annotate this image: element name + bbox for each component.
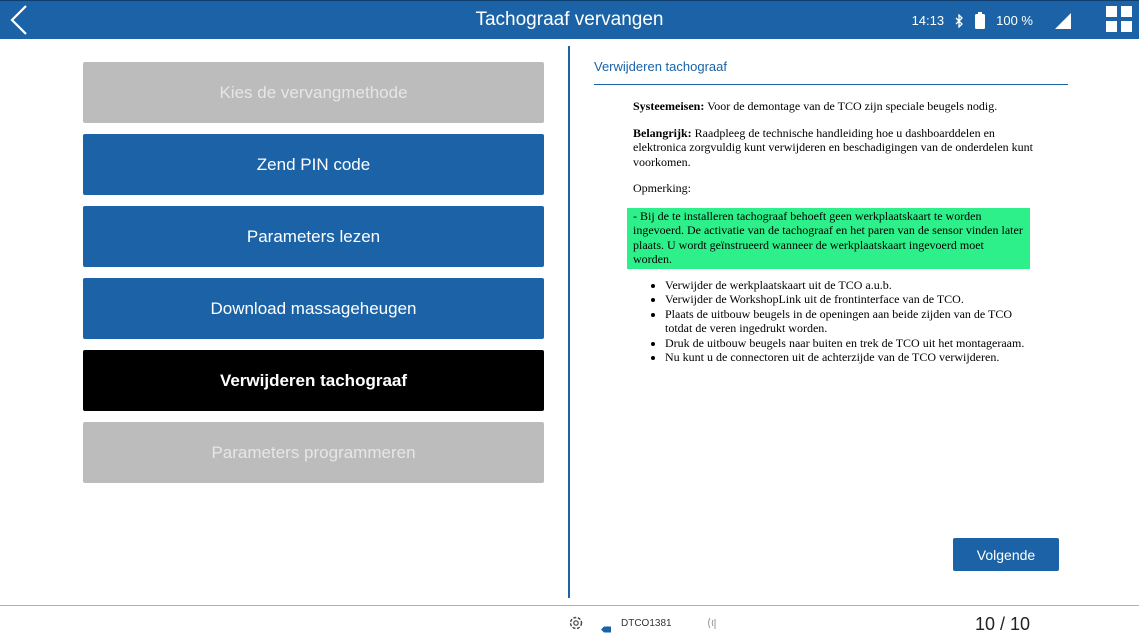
step-kies-vervangmethode: Kies de vervangmethode [83,62,544,123]
step-zend-pin-code[interactable]: Zend PIN code [83,134,544,195]
wireless-icon [707,616,719,635]
list-item: • Nu kunt u de connectoren uit de achterzijde van de TCO verwijderen. [665,350,1033,365]
list-item: • Verwijder de werkplaatskaart uit de TCO a.u.b. [665,278,1033,293]
page-title: Tachograaf vervangen [475,9,664,30]
important-label: Belangrijk: [633,125,692,140]
step-parameters-programmeren: Parameters programmeren [83,422,544,483]
signal-icon [1055,13,1071,29]
device-label: DTCO1381 [621,618,672,629]
step-parameters-lezen[interactable]: Parameters lezen [83,206,544,267]
instruction-list [665,278,1033,365]
top-bar [0,0,1139,39]
settings-icon[interactable] [568,615,584,636]
important-text: Raadpleeg de technische handleiding hoe u dashboarddelen en elektronica zorgvuldig kunt verwijderen en beschadigingen van de onderdelen kunt voorkomen. [633,125,1033,169]
requirements-text: Voor de demontage van de TCO zijn speciale beugels nodig. [704,99,998,113]
grid-menu-icon[interactable] [1106,6,1133,34]
important-paragraph [633,126,1033,170]
panel-divider [568,46,570,598]
footer-bar [0,606,1139,641]
plug-icon [598,620,612,638]
requirements-paragraph [633,99,1033,114]
note-highlight: - Bij de te installeren tachograaf behoeft geen werkplaatskaart te worden ingevoerd. De activatie van de tachograaf en het paren van de sensor vinden later plaats. U wordt geïnstrueerd wanneer de werkplaatskaart ingevoerd moet worden. [627,208,1030,269]
note-label: Opmerking: [633,181,691,195]
panel-heading-rule [594,84,1068,85]
step-verwijderen-tachograaf[interactable]: Verwijderen tachograaf [83,350,544,411]
instruction-text [633,99,1033,365]
clock: 14:13 [911,13,945,28]
battery-level: 100 % [996,13,1033,28]
requirements-label: Systeemeisen: [633,99,705,113]
list-item: • Plaats de uitbouw beugels in de openingen aan beide zijden van de TCO totdat de veren ingedrukt worden. [665,307,1033,336]
battery-icon [974,12,986,29]
list-item: • Druk de uitbouw beugels naar buiten en trek de TCO uit het montageraam. [665,336,1033,351]
status-area [912,12,1071,29]
panel-heading: Verwijderen tachograaf [594,59,727,74]
page-counter: 10 / 10 [975,614,1031,634]
next-button[interactable]: Volgende [953,538,1059,571]
step-list [0,39,568,605]
bluetooth-icon [954,14,964,28]
step-download-massageheugen[interactable]: Download massageheugen [83,278,544,339]
list-item: • Verwijder de WorkshopLink uit de frontinterface van de TCO. [665,292,1033,307]
